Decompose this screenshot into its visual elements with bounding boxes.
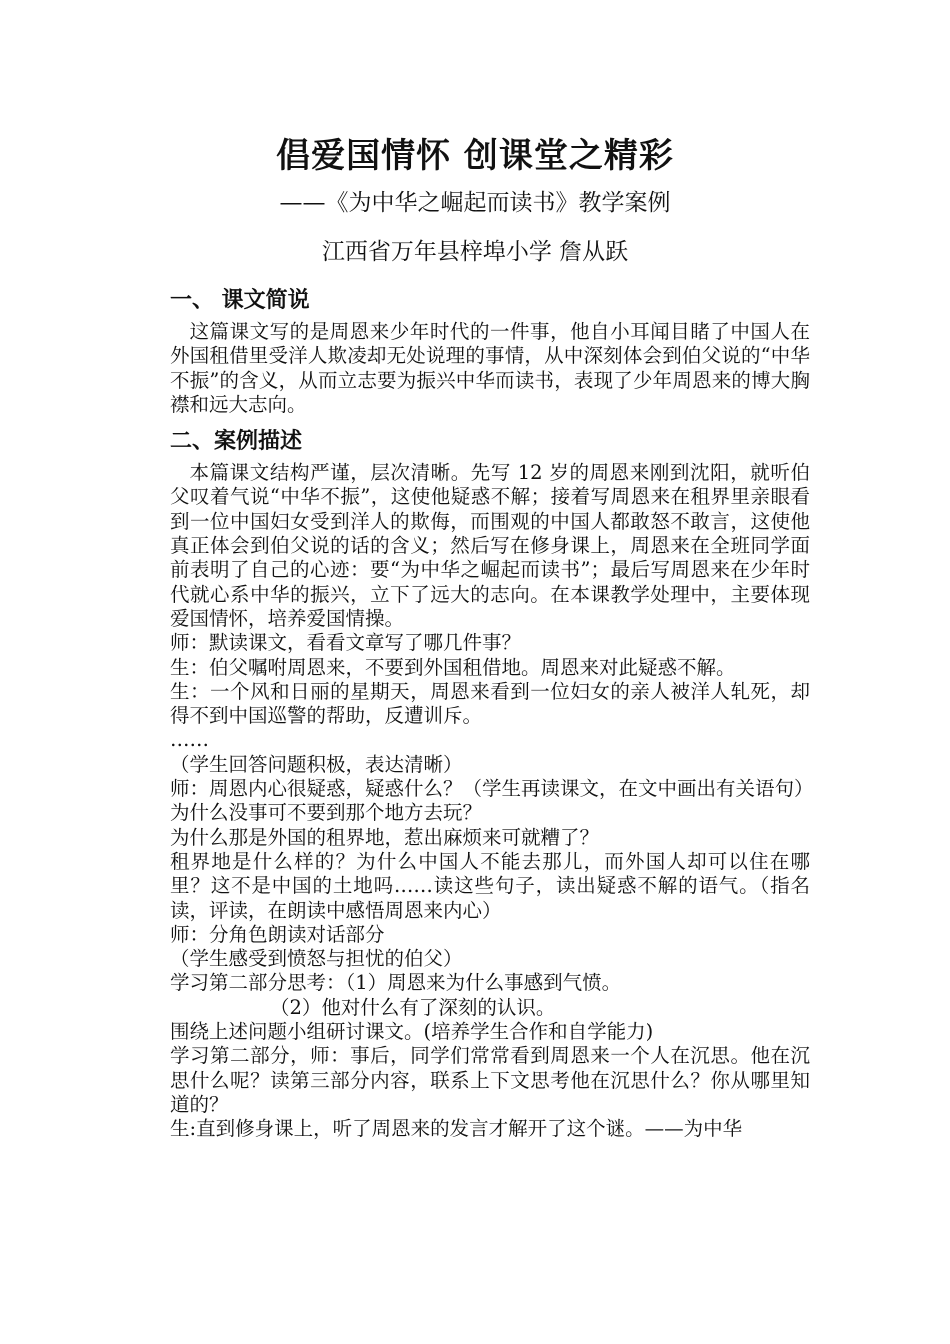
dialogue-line: 师：周恩内心很疑惑，疑惑什么？（学生再读课文，在文中画出有关语句）	[170, 777, 814, 801]
section-heading-2: 二、案例描述	[170, 429, 303, 455]
note-line: （学生感受到愤怒与担忧的伯父）	[170, 947, 463, 971]
section-1-paragraph: 这篇课文写的是周恩来少年时代的一件事，他自小耳闻目睹了中国人在外国租借里受洋人欺凌却无处说理的事情，从中深刻体会到伯父说的“中华不振”的含义，从而立志要为振兴中华而读书，表现了少年周恩来的博大胸襟和远大志向。	[170, 320, 810, 416]
dialogue-line: 生:直到修身课上，听了周恩来的发言才解开了这个谜。——为中华	[170, 1117, 743, 1141]
document-body	[170, 282, 814, 1142]
section-2-paragraph: 本篇课文结构严谨，层次清晰。先写 12 岁的周恩来刚到沈阳，就听伯父叹着气说“中华不振”，这使他疑惑不解；接着写周恩来在租界里亲眼看到一位中国妇女受到洋人的欺侮，而围观的中国人都敢怒不敢言，这使他真正体会到伯父说的话的含义；然后写在修身课上，周恩来在全班同学面前表明了自己的心迹：要“为中华之崛起而读书”；最后写周恩来在少年时代就心系中华的振兴，立下了远大的志向。在本课教学处理中，主要体现爱国情怀，培养爱国情操。	[170, 461, 810, 630]
section-heading-1: 一、 课文简说	[170, 288, 310, 313]
note-line: （学生回答问题积极，表达清晰）	[170, 752, 463, 776]
study-question-1: 学习第二部分思考：（1）周恩来为什么事感到气愤。	[170, 971, 622, 995]
question-line: 为什么没事可不要到那个地方去玩？	[170, 801, 483, 825]
question-line: 为什么那是外国的租界地，惹出麻烦来可就糟了？	[170, 825, 600, 849]
dialogue-line: 生：一个风和日丽的星期天，周恩来看到一位妇女的亲人被洋人轧死，却得不到中国巡警的帮助，反遭训斥。	[170, 679, 810, 728]
dialogue-line: 师：默读课文，看看文章写了哪几件事？	[170, 631, 522, 655]
question-line: 租界地是什么样的？为什么中国人不能去那儿，而外国人却可以住在哪里？这不是中国的土地吗……读这些句子，读出疑惑不解的语气。（指名读，评读，在朗读中感悟周恩来内心）	[170, 849, 810, 922]
dialogue-line: 学习第二部分，师：事后，同学们常常看到周恩来一个人在沉思。他在沉思什么呢？读第三部分内容，联系上下文思考他在沉思什么？你从哪里知道的？	[170, 1044, 810, 1116]
document-author: 江西省万年县梓埠小学 詹从跃	[321, 239, 629, 265]
ellipsis-line: ……	[170, 728, 209, 752]
document-title: 倡爱国情怀 创课堂之精彩	[276, 136, 674, 176]
study-question-2: （2）他对什么有了深刻的认识。	[270, 995, 556, 1019]
dialogue-line: 师：分角色朗读对话部分	[170, 922, 385, 946]
dialogue-line: 生：伯父嘱咐周恩来，不要到外国租借地。周恩来对此疑惑不解。	[170, 655, 736, 679]
document-subtitle: ——《为中华之崛起而读书》教学案例	[279, 190, 671, 216]
note-line: 围绕上述问题小组研讨课文。(培养学生合作和自学能力)	[170, 1020, 654, 1044]
